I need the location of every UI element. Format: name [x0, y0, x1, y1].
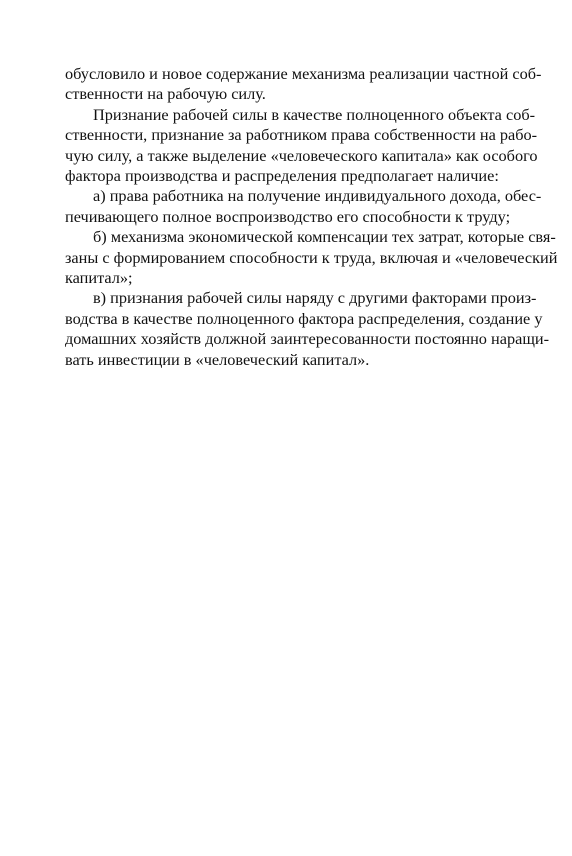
text-line: Признание рабочей силы в качестве полноценного объекта соб-	[93, 104, 536, 124]
text-line: заны с формированием способности к труда, включая и «человеческий	[65, 247, 558, 267]
paragraph-item-b	[65, 227, 558, 288]
text-line: б) механизма экономической компенсации тех затрат, которые свя-	[93, 227, 556, 247]
text-line: домашних хозяйств должной заинтересованности постоянно наращи-	[65, 329, 550, 349]
text-line: водства в качестве полноценного фактора распределения, создание у	[65, 308, 543, 328]
paragraph-item-c	[65, 288, 550, 370]
paragraph-intro	[65, 64, 542, 105]
text-line: а) права работника на получение индивидуального дохода, обес-	[93, 186, 542, 206]
document-page	[65, 64, 558, 370]
text-line: фактора производства и распределения предполагает наличие:	[65, 166, 499, 186]
text-line: обусловило и новое содержание механизма реализации частной соб-	[65, 64, 542, 83]
text-line: капитал»;	[65, 268, 133, 288]
text-line: вать инвестиции в «человеческий капитал».	[65, 349, 370, 369]
text-line: чую силу, а также выделение «человеческого капитала» как особого	[65, 145, 538, 165]
paragraph-recognition	[65, 104, 538, 187]
text-line: ственности на рабочую силу.	[65, 84, 266, 104]
text-line: в) признания рабочей силы наряду с другими факторами произ-	[93, 288, 537, 308]
paragraph-item-a	[65, 186, 542, 227]
text-line: печивающего полное воспроизводство его способности к труду;	[65, 206, 511, 226]
text-line: ственности, признание за работником права собственности на рабо-	[65, 125, 538, 145]
